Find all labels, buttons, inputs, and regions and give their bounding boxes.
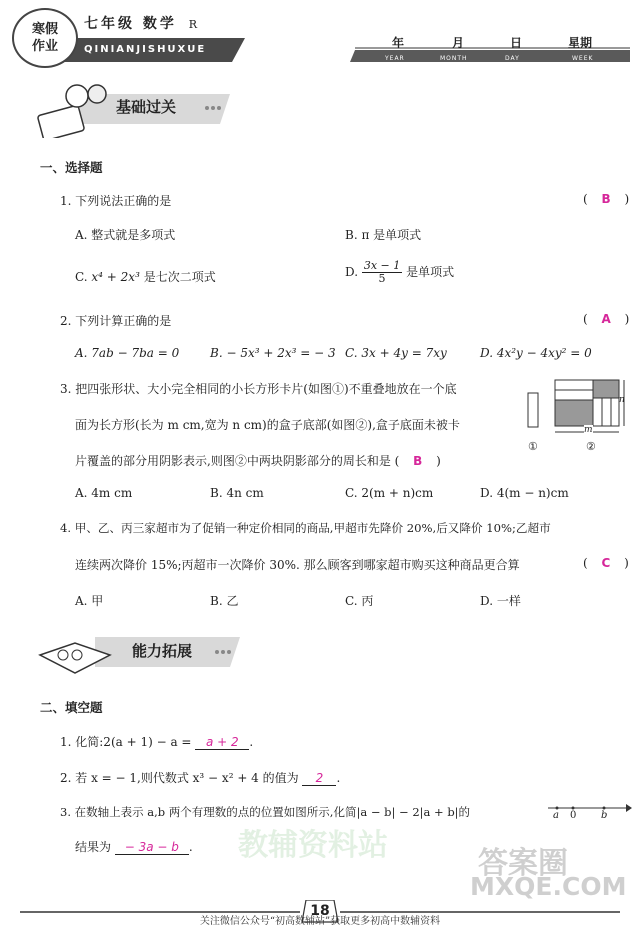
basic-banner-title: 基础过关 [116,98,177,116]
q4-answer: C [601,556,611,570]
q1-answer-bracket: ( B ) [583,192,630,206]
q3-line-1: 3. 把四张形状、大小完全相同的小长方形卡片(如图①)不重叠地放在一个底 [60,382,457,396]
q2-option-d: D. 4x²y − 4xy² = 0 [480,346,592,360]
f1-text: 1. 化简:2(a + 1) − a = [60,735,192,749]
watermark-corner: 答案圈 [478,846,568,881]
q4-option-d: D. 一样 [480,594,521,608]
q3-option-b: B. 4n cm [210,486,264,500]
pinyin-title: QINIANJISHUXUE [84,44,207,55]
f1-period: . [249,735,254,749]
q2-answer: A [601,312,611,326]
f3-answer: − 3a − b [115,840,189,855]
q1-option-c [75,268,216,285]
date-week-en: WEEK [572,55,594,62]
date-week-label: 星期 [568,36,593,50]
q1-c-text: 是七次二项式 [143,270,216,284]
grade-subject-title [84,13,200,33]
q2-option-c: C. 3x + 4y = 7xy [345,346,447,360]
q3-line-3: 片覆盖的部分用阴影表示,则图②中两块阴影部分的周长和是 ( B ) [75,454,441,468]
q2-stem: 2. 下列计算正确的是 [60,314,172,328]
q3-option-c: C. 2(m + n)cm [345,486,434,500]
page-number: 18 [310,903,330,919]
f2-answer: 2 [302,771,336,786]
q1-option-b: B. π 是单项式 [345,228,422,242]
q3-line-2: 面为长方形(长为 m cm,宽为 n cm)的盒子底部(如图②),盒子底面未被卡 [75,418,460,432]
date-day-en: DAY [505,55,520,62]
date-year-label: 年 [392,36,405,50]
q1-d-letter: D. [345,265,359,279]
q3-fig-label-2: ② [586,440,596,453]
f3-line-1: 3. 在数轴上表示 a,b 两个有理数的点的位置如图所示,化简|a − b| − 2|a + b|的 [60,805,471,819]
fraction-numerator: 3x − 1 [363,259,401,272]
q1-option-d [345,260,454,285]
f3-line-2 [75,838,193,855]
q4-option-c: C. 丙 [345,594,374,608]
watermark-center: 教辅资料站 [238,828,388,863]
winter-homework-badge [12,8,78,68]
section-multiple-choice: 一、选择题 [40,160,103,175]
date-year-en: YEAR [385,55,405,62]
subject-title: 七年级 数学 [84,16,177,32]
q1-c-letter: C. [75,270,88,284]
q3-answer: B [413,454,423,468]
q3-option-a: A. 4m cm [75,486,133,500]
q2-answer-bracket: ( A ) [583,312,630,326]
q4-option-b: B. 乙 [210,594,239,608]
q1-stem: 1. 下列说法正确的是 [60,194,172,208]
f1-row [60,733,253,750]
axis-label-a: a [553,810,559,821]
badge-line-1: 寒假 [31,22,58,37]
q4-answer-bracket: ( C ) [583,556,629,570]
fraction-denominator: 5 [378,272,386,285]
q3-option-d: D. 4(m − n)cm [480,486,569,500]
q1-d-text: 是单项式 [406,265,455,279]
date-day-label: 日 [510,36,523,50]
date-month-en: MONTH [440,55,468,62]
f3-result-label: 结果为 [75,840,112,854]
f2-row [60,769,340,786]
edition-mark: R [188,18,201,31]
f2-text: 2. 若 x = − 1,则代数式 x³ − x² + 4 的值为 [60,771,299,785]
badge-line-2: 作业 [31,39,58,54]
f1-answer: a + 2 [195,735,249,750]
q1-answer: B [601,192,611,206]
q3-figure [525,375,630,457]
footer-note: 关注微信公众号“初高数辅站”获取更多初高中数辅资料 [199,916,441,927]
section-fill-blank: 二、填空题 [40,700,103,715]
q1-d-fraction [362,260,402,285]
axis-label-b: b [601,810,608,821]
q1-c-math: x⁴ + 2x³ [91,270,140,284]
q1-option-a: A. 整式就是多项式 [75,228,176,242]
q2-option-b: B. − 5x³ + 2x³ = − 3 [210,346,336,360]
watermark-corner-url: MXQE.COM [470,872,627,901]
f3-period: . [188,840,193,854]
q4-line-1: 4. 甲、乙、丙三家超市为了促销一种定价相同的商品,甲超市先降价 20%,后又降价 10%;乙超市 [60,521,551,535]
q3-fig-n: n [619,395,625,405]
q4-option-a: A. 甲 [75,594,104,608]
header-band [0,0,640,70]
f2-period: . [336,771,341,785]
q3-line-3-text: 片覆盖的部分用阴影表示,则图②中两块阴影部分的周长和是 [75,454,391,468]
q3-fig-label-1: ① [528,440,538,453]
q3-fig-m: m [584,425,593,435]
q2-option-a: A. 7ab − 7ba = 0 [75,346,180,360]
axis-label-0: 0 [570,810,577,821]
extend-banner-title: 能力拓展 [132,642,193,660]
q4-line-2: 连续两次降价 15%;丙超市一次降价 30%. 那么顾客到哪家超市购买这种商品更合算 [75,558,520,572]
date-month-label: 月 [452,36,465,50]
